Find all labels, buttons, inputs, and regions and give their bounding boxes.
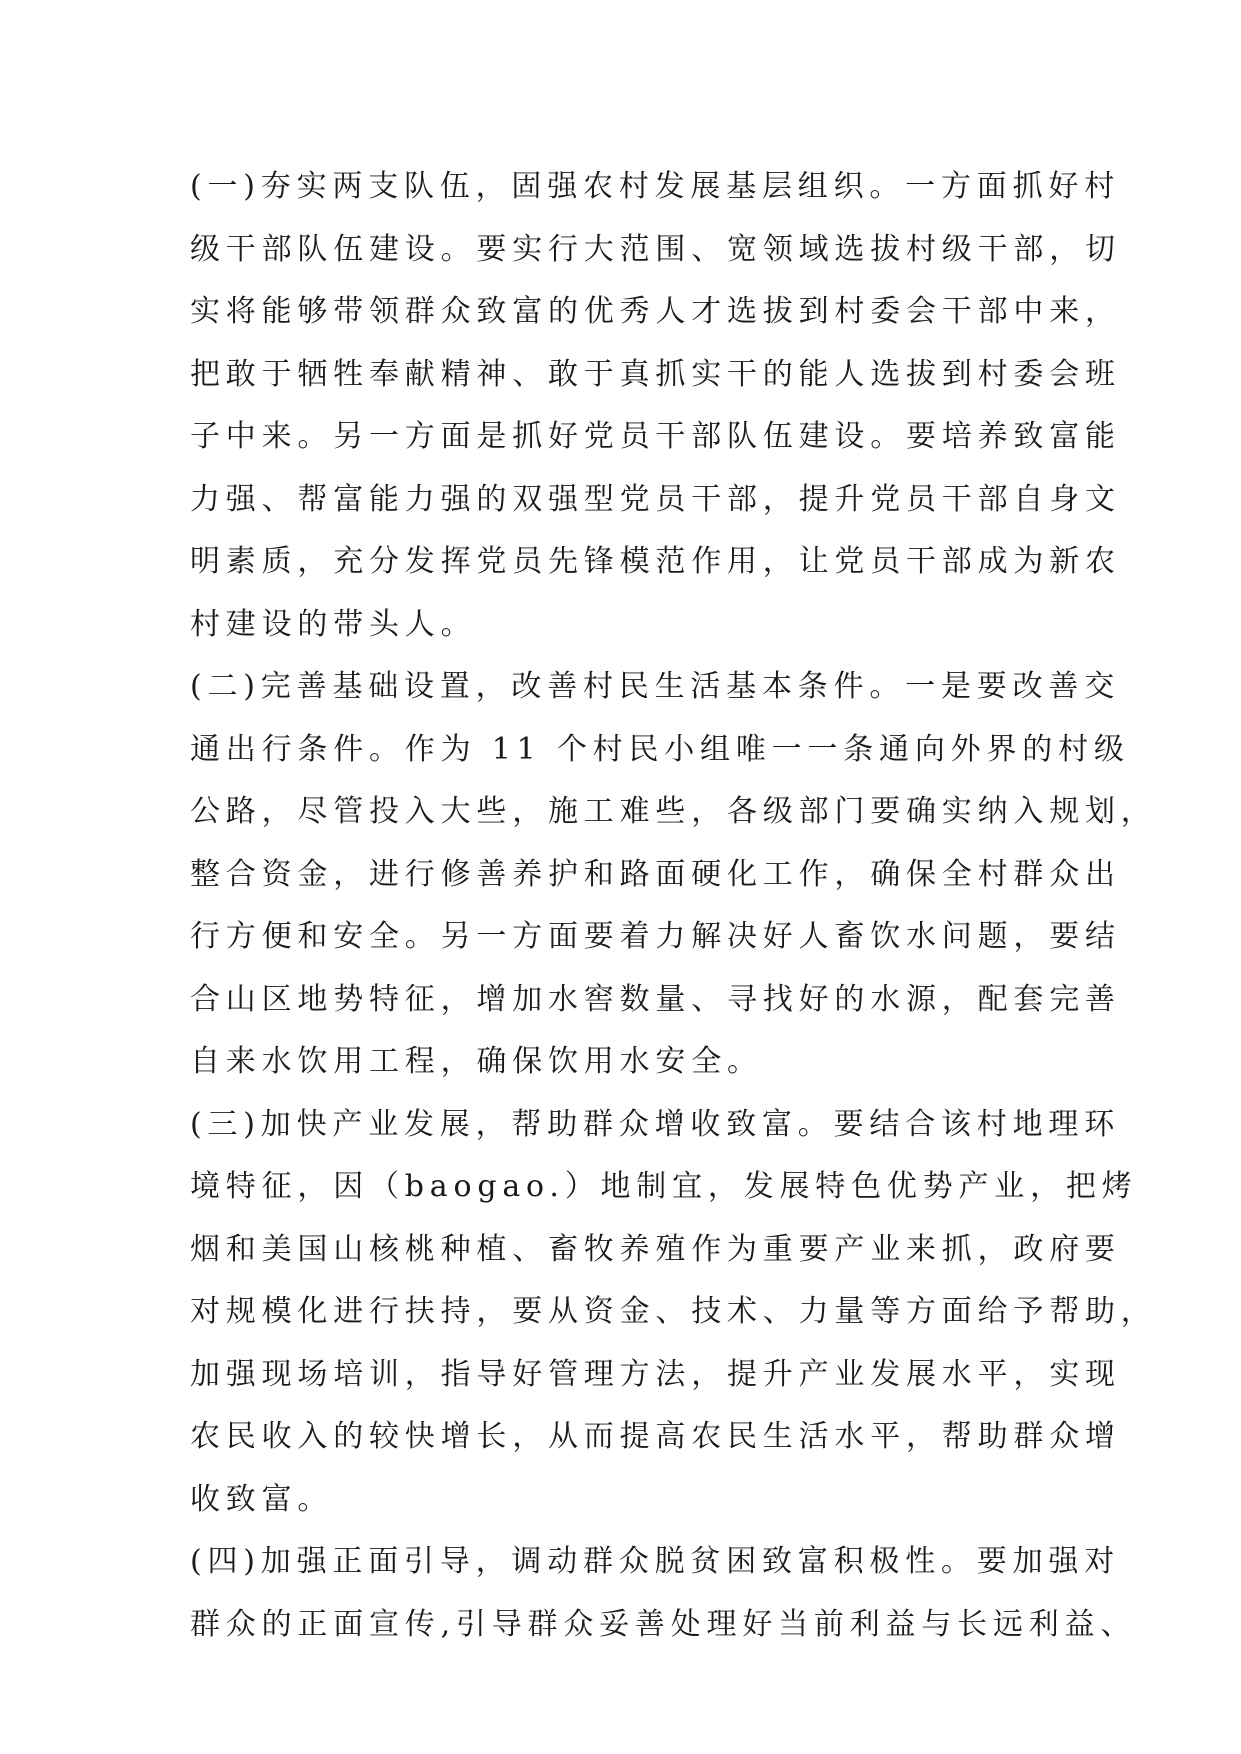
- text-line: 收致富。: [190, 1481, 334, 1517]
- text-line: 实将能够带领群众致富的优秀人才选拔到村委会干部中来，: [190, 294, 1121, 329]
- text-line: 农民收入的较快增长，从而提高农民生活水平，帮助群众增: [190, 1419, 1121, 1454]
- text-line: (二)完善基础设置，改善村民生活基本条件。一是要改善交: [190, 669, 1121, 704]
- text-line: 把敢于牺牲奉献精神、敢于真抓实干的能人选拔到村委会班: [190, 356, 1121, 392]
- text-line: (三)加快产业发展，帮助群众增收致富。要结合该村地理环: [190, 1106, 1121, 1142]
- text-line: 级干部队伍建设。要实行大范围、宽领域选拔村级干部，切: [190, 231, 1121, 267]
- text-line: (四)加强正面引导，调动群众脱贫困致富积极性。要加强对: [190, 1544, 1121, 1579]
- text-line: 明素质，充分发挥党员先锋模范作用，让党员干部成为新农: [190, 544, 1121, 579]
- text-line: 公路，尽管投入大些，施工难些，各级部门要确实纳入规划，: [190, 794, 1157, 829]
- text-line: 群众的正面宣传,引导群众妥善处理好当前利益与长远利益、: [190, 1606, 1137, 1642]
- text-line: 对规模化进行扶持，要从资金、技术、力量等方面给予帮助，: [190, 1294, 1157, 1329]
- text-line: 加强现场培训，指导好管理方法，提升产业发展水平，实现: [190, 1356, 1121, 1392]
- text-line: 自来水饮用工程，确保饮用水安全。: [190, 1044, 763, 1079]
- text-line: 合山区地势特征，增加水窖数量、寻找好的水源，配套完善: [190, 981, 1121, 1017]
- text-line: 村建设的带头人。: [190, 606, 477, 642]
- text-line: 力强、帮富能力强的双强型党员干部，提升党员干部自身文: [190, 481, 1121, 517]
- text-line: 整合资金，进行修善养护和路面硬化工作，确保全村群众出: [190, 856, 1121, 892]
- text-line: 行方便和安全。另一方面要着力解决好人畜饮水问题，要结: [190, 919, 1121, 954]
- text-line: 通出行条件。作为 11 个村民小组唯一一条通向外界的村级: [190, 731, 1130, 767]
- text-line: 烟和美国山核桃种植、畜牧养殖作为重要产业来抓，政府要: [190, 1231, 1121, 1267]
- text-line: 子中来。另一方面是抓好党员干部队伍建设。要培养致富能: [190, 419, 1121, 454]
- text-line: (一)夯实两支队伍，固强农村发展基层组织。一方面抓好村: [190, 169, 1121, 204]
- text-line: 境特征，因（baogao.）地制宜，发展特色优势产业，把烤: [190, 1169, 1138, 1204]
- document-body: [190, 156, 1157, 1656]
